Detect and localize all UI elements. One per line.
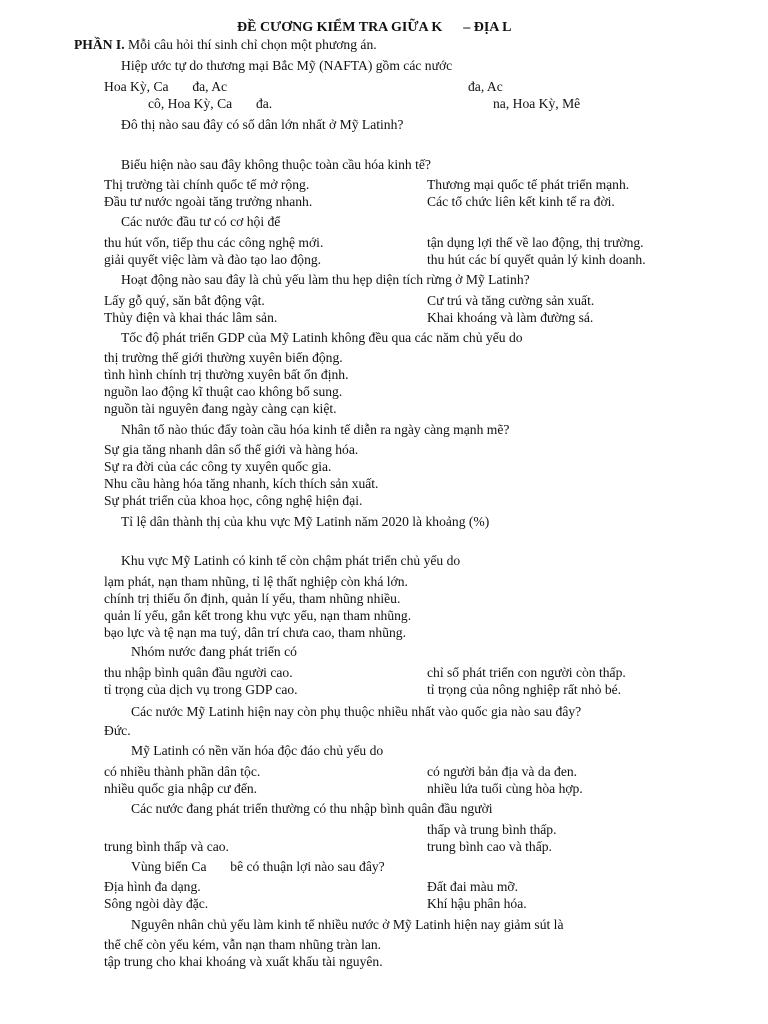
answer-option: có người bản địa và da đen.: [427, 764, 578, 779]
question-text: Hiệp ước tự do thương mại Bắc Mỹ (NAFTA) gồm các nước: [121, 58, 453, 73]
question-text: Vùng biển Ca bê có thuận lợi nào sau đây?: [131, 859, 385, 874]
answer-option: thu hút vốn, tiếp thu các công nghệ mới.: [104, 235, 324, 250]
answer-option: Địa hình đa dạng.: [104, 879, 201, 894]
answer-option: thu hút các bí quyết quản lý kinh doanh.: [427, 252, 646, 267]
part-label: PHẦN I.: [74, 37, 125, 52]
answer-option: trung bình cao và thấp.: [427, 839, 552, 854]
answer-option: Thương mại quốc tế phát triển mạnh.: [427, 177, 630, 192]
answer-option: tập trung cho khai khoáng và xuất khẩu tài nguyên.: [104, 954, 383, 969]
answer-option: đa, Ac: [468, 79, 503, 94]
answer-option: Cư trú và tăng cường sản xuất.: [427, 293, 595, 308]
answer-option: tỉ trọng của nông nghiệp rất nhỏ bé.: [427, 682, 622, 697]
answer-option: nhiều lứa tuổi cùng hòa hợp.: [427, 781, 583, 796]
answer-option: Khai khoáng và làm đường sá.: [427, 310, 594, 325]
answer-option: cô, Hoa Kỳ, Ca đa.: [148, 96, 273, 111]
answer-option: tình hình chính trị thường xuyên bất ổn định.: [104, 367, 349, 382]
question-text: Các nước đầu tư có cơ hội để: [121, 214, 281, 229]
question-text: Biểu hiện nào sau đây không thuộc toàn cầu hóa kinh tế?: [121, 157, 431, 172]
question-text: Đô thị nào sau đây có số dân lớn nhất ở Mỹ Latinh?: [121, 117, 404, 132]
page-title: ĐỀ CƯƠNG KIỂM TRA GIỮA K – ĐỊA L: [237, 20, 512, 35]
answer-option: Đầu tư nước ngoài tăng trưởng nhanh.: [104, 194, 313, 209]
answer-option: thu nhập bình quân đầu người cao.: [104, 665, 293, 680]
answer-option: thị trường thế giới thường xuyên biến động.: [104, 350, 343, 365]
answer-option: lạm phát, nạn tham nhũng, tỉ lệ thất nghiệp còn khá lớn.: [104, 574, 408, 589]
answer-option: nguồn lao động kĩ thuật cao không bổ sung.: [104, 384, 343, 399]
answer-option: Các tổ chức liên kết kinh tế ra đời.: [427, 194, 615, 209]
answer-option: tận dụng lợi thế về lao động, thị trường.: [427, 235, 644, 250]
question-text: Tốc độ phát triển GDP của Mỹ Latinh không đều qua các năm chủ yếu do: [121, 330, 523, 345]
answer-option: trung bình thấp và cao.: [104, 839, 229, 854]
answer-option: chính trị thiếu ổn định, quản lí yếu, tham nhũng nhiều.: [104, 591, 401, 606]
answer-option: Khí hậu phân hóa.: [427, 896, 527, 911]
answer-option: bạo lực và tệ nạn ma tuý, dân trí chưa cao, tham nhũng.: [104, 625, 406, 640]
part-heading: [74, 36, 377, 53]
answer-option: Sự gia tăng nhanh dân số thế giới và hàng hóa.: [104, 442, 359, 457]
question-text: Các nước đang phát triển thường có thu nhập bình quân đầu người: [131, 801, 493, 816]
answer-option: Sự phát triển của khoa học, công nghệ hiện đại.: [104, 493, 363, 508]
question-text: Hoạt động nào sau đây là chủ yếu làm thu hẹp diện tích rừng ở Mỹ Latinh?: [121, 272, 530, 287]
question-text: Khu vực Mỹ Latinh có kinh tế còn chậm phát triển chủ yếu do: [121, 553, 461, 568]
part-instruction: Mỗi câu hỏi thí sinh chỉ chọn một phương án.: [124, 37, 377, 52]
question-text: Mỹ Latinh có nền văn hóa độc đáo chủ yếu do: [131, 743, 384, 758]
answer-option: giải quyết việc làm và đào tạo lao động.: [104, 252, 322, 267]
answer-option: nhiều quốc gia nhập cư đến.: [104, 781, 258, 796]
answer-option: chỉ số phát triển con người còn thấp.: [427, 665, 626, 680]
answer-option: thể chế còn yếu kém, vẫn nạn tham nhũng tràn lan.: [104, 937, 382, 952]
answer-option: thấp và trung bình thấp.: [427, 822, 557, 837]
answer-option: Thủy điện và khai thác lâm sản.: [104, 310, 278, 325]
answer-option: tỉ trọng của dịch vụ trong GDP cao.: [104, 682, 298, 697]
answer-option: Sông ngòi dày đặc.: [104, 896, 209, 911]
question-text: Tỉ lệ dân thành thị của khu vực Mỹ Latinh năm 2020 là khoảng (%): [121, 514, 490, 529]
answer-option: quản lí yếu, gắn kết trong khu vực yếu, nạn tham nhũng.: [104, 608, 412, 623]
answer-option: có nhiều thành phần dân tộc.: [104, 764, 261, 779]
question-text: Các nước Mỹ Latinh hiện nay còn phụ thuộc nhiều nhất vào quốc gia nào sau đây?: [131, 704, 582, 719]
question-text: Nhân tố nào thúc đẩy toàn cầu hóa kinh tế diễn ra ngày càng mạnh mẽ?: [121, 422, 510, 437]
answer-option: nguồn tài nguyên đang ngày càng cạn kiệt.: [104, 401, 337, 416]
answer-option: Lấy gỗ quý, săn bắt động vật.: [104, 293, 265, 308]
answer-option: Đức.: [104, 723, 131, 738]
answer-option: Nhu cầu hàng hóa tăng nhanh, kích thích sản xuất.: [104, 476, 379, 491]
answer-option: Đất đai màu mỡ.: [427, 879, 518, 894]
answer-option: na, Hoa Kỳ, Mê: [493, 96, 581, 111]
answer-option: Thị trường tài chính quốc tế mở rộng.: [104, 177, 310, 192]
answer-option: Hoa Kỳ, Ca đa, Ac: [104, 79, 228, 94]
answer-option: Sự ra đời của các công ty xuyên quốc gia.: [104, 459, 332, 474]
question-text: Nguyên nhân chủ yếu làm kinh tế nhiều nước ở Mỹ Latinh hiện nay giảm sút là: [131, 917, 564, 932]
question-text: Nhóm nước đang phát triển có: [131, 644, 297, 659]
